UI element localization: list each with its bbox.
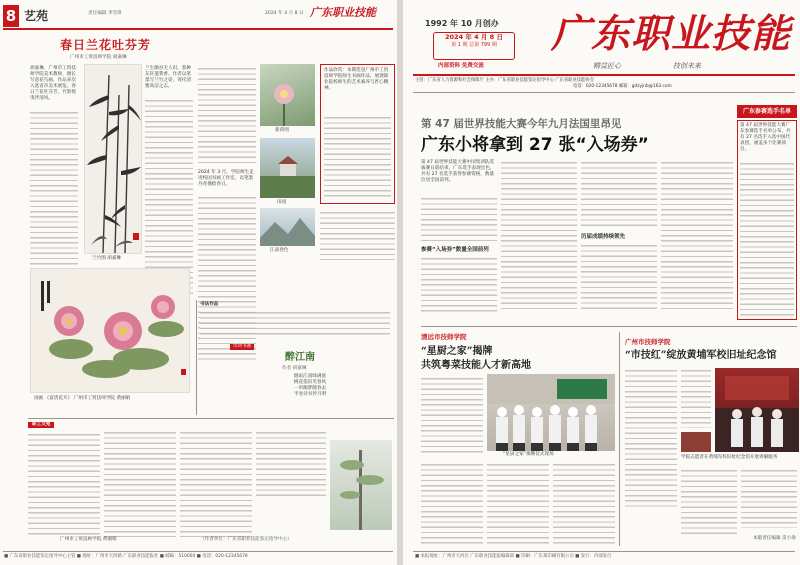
- issue-box: [433, 32, 515, 60]
- photo-field: [260, 138, 315, 198]
- issue-date: 2024 年 4 月 8 日: [445, 33, 503, 41]
- story3-school: 广州市技师学院: [625, 338, 671, 346]
- lead-col4: [661, 160, 733, 312]
- lead-col3b: [581, 243, 657, 312]
- story3-photo: [715, 368, 799, 452]
- poem-title: 醉江南: [285, 352, 315, 363]
- slogan-b: 技创未来: [673, 62, 701, 70]
- story-divider: [619, 332, 620, 546]
- photo-lotus: [260, 64, 315, 126]
- poem-line-1: 烟雨江南绿满庭: [293, 374, 327, 379]
- lead-col3: [581, 160, 657, 230]
- sponsor-line: 主管：广东省人力资源和社会保障厅 主办：广东省职业技能鉴定指导中心 广东省职业技能协会: [415, 78, 594, 83]
- right-col-text: [320, 210, 395, 260]
- subhead-1: 参赛“入场券”数量全国前列: [421, 247, 489, 253]
- issue-edition: 总第 799 期: [469, 42, 497, 48]
- story3-title: “市技红”绽放黄埔军校旧址纪念馆: [625, 350, 777, 361]
- bottom-col1: [28, 432, 100, 537]
- header-date: 2024 年 4 月 8 日: [265, 11, 304, 16]
- sidebar-box-lines: [324, 115, 391, 200]
- footer-rule: [413, 551, 795, 552]
- subhead-2: 历届成绩持续领先: [581, 234, 626, 240]
- right-footer: ■ 本报地址：广州市天河区 广东职业技能报编辑部 ■ 印刷：广东某印刷有限公司 ■ 发行：内部发行: [415, 554, 612, 559]
- photo2-caption: 田园: [277, 200, 287, 205]
- right-page: [403, 0, 800, 565]
- bottom-photo: [330, 440, 392, 530]
- lead-col2: [501, 160, 577, 312]
- peony-caption: 国画 《富贵花开》 广州市工贸技师学院 黄丽娟: [34, 396, 131, 401]
- poetry-tag: 诗词书画: [230, 344, 254, 350]
- story2-title-a: “星厨之家”揭牌: [421, 346, 493, 357]
- bottom-section-title: 职工文苑: [28, 422, 54, 428]
- story3-col4: [741, 468, 797, 528]
- peony-painting: [30, 268, 190, 393]
- poem-author: 作者 胡嘉琳: [282, 366, 307, 371]
- article-para1: 胡嘉琳，广州市工贸技师学院美术教师，擅长写意花鸟画，作品多次入选省市美术展览。春日兰花吐芬芳，竹影摇曳伴清风。: [30, 66, 76, 101]
- masthead-title: 广东职业技能: [551, 11, 792, 57]
- story3-photo-small: [681, 432, 711, 452]
- contact-line: 电话：020-12345678 邮箱：gdzyjnb@163.com: [573, 84, 672, 89]
- sidebar-box-text: 作品欣赏：本期选登广州市工贸技师学院师生书画作品，展现职业院校师生的艺术素养与匠心精神。: [324, 68, 389, 91]
- kicker: 第 47 届世界技能大赛今年九月法国里昂见: [421, 118, 622, 130]
- left-footer: ■ 广东省职业技能鉴定指导中心主管 ■ 地址：广州市天河路 广东职业技能报社 ■ 邮编：510000 ■ 电话：020-12345678: [4, 554, 248, 559]
- issue-number: 第 1 期: [451, 42, 468, 48]
- masthead-rule: [413, 74, 795, 76]
- photo3-caption: 江南春色: [270, 248, 289, 253]
- left-page: [0, 0, 397, 565]
- story2-photo: [487, 374, 615, 451]
- bottom-extra: （作者单位：广东省职业技能鉴定指导中心）: [200, 537, 292, 542]
- masthead-subrule: [413, 92, 795, 93]
- article-byline: 广州市工贸技师学院 胡嘉琳: [70, 55, 127, 60]
- sidebar-title: 广东参赛选手名单: [737, 105, 797, 118]
- lead-text: 第 47 届世界技能大赛中国集训队选拔赛日前结束，广东选手表现出色，共有 27 名选手获得参赛资格，数量位居全国前列。: [421, 160, 495, 183]
- poem-line-4: 半卷诗书伴月明: [293, 392, 327, 397]
- story2-title-b: 共筑粤菜技能人才新高地: [421, 360, 531, 371]
- lead-col1: [421, 196, 497, 244]
- column2-text: [200, 310, 390, 338]
- headline: 广东小将拿到 27 张“入场券”: [421, 135, 649, 155]
- column2-title: 书法作品: [200, 302, 219, 307]
- story2-colA: [421, 376, 483, 456]
- founded: 1992 年 10 月创办: [425, 19, 499, 28]
- article-para3: 2024 年 3 月，学院师生走进校园书画工作室，以笔墨丹青描绘春日。: [198, 170, 254, 187]
- section-title: 艺苑: [24, 9, 49, 23]
- sidebar-text: 第 47 届世界技能大赛广东参赛选手名单公布，共有 27 名选手入选中国代表团，涵盖多个比赛项目。: [740, 123, 791, 152]
- poem-line-3: 一帘幽梦随春去: [293, 386, 327, 391]
- bottom-col2: [104, 430, 176, 537]
- slogan-a: 精益匠心: [593, 62, 621, 70]
- bottom-byline: 广州市工贸技师学院 黄丽娟: [60, 537, 117, 542]
- painting-caption: 兰竹图 胡嘉琳: [92, 256, 122, 261]
- sidebar-lines: [740, 161, 794, 316]
- photo1-caption: 新荷图: [275, 128, 289, 133]
- story2-col1: [421, 462, 483, 546]
- section-divider: [421, 326, 797, 327]
- page-number: 8: [3, 5, 19, 27]
- footer-rule: [3, 551, 393, 552]
- story2-col2: [487, 462, 549, 546]
- article-body-col3: [198, 66, 256, 166]
- story2-col3: [553, 462, 615, 546]
- header-rule: [3, 28, 393, 30]
- sidebar-box: [737, 120, 797, 320]
- story3-byline: 本版责任编辑 雷小俞: [753, 536, 796, 541]
- bottom-col4: [256, 430, 326, 500]
- article-title: 春日兰花吐芬芳: [60, 38, 152, 52]
- header-editor: 责任编辑 李雪锋: [88, 11, 122, 16]
- story3-col3: [681, 468, 737, 538]
- bottom-col3: [180, 430, 252, 537]
- story2-school: 清远市技师学院: [421, 333, 467, 341]
- header-brand: 广东职业技能: [310, 6, 376, 19]
- poem-line-2: 桃花依旧笑春风: [293, 380, 327, 385]
- sidebar-box: [320, 64, 395, 204]
- story2-caption: “星厨之家”揭牌仪式现场: [503, 452, 554, 457]
- story3-col1: [625, 368, 677, 508]
- story3-col2: [681, 368, 711, 428]
- story3-caption: 学院志愿者在黄埔军校旧址纪念馆开展讲解服务: [681, 455, 778, 460]
- internal-note: 内部资料 免费交流: [438, 63, 484, 69]
- lead-col1b: [421, 256, 497, 312]
- bamboo-painting: [84, 64, 142, 254]
- article-para2: 兰生幽谷无人识，客种东轩遗我香。作者以笔墨写兰竹之姿，寄托清雅高洁之志。: [145, 66, 191, 89]
- divider: [196, 300, 197, 415]
- bottom-rule: [28, 418, 394, 419]
- photo-landscape: [260, 208, 315, 246]
